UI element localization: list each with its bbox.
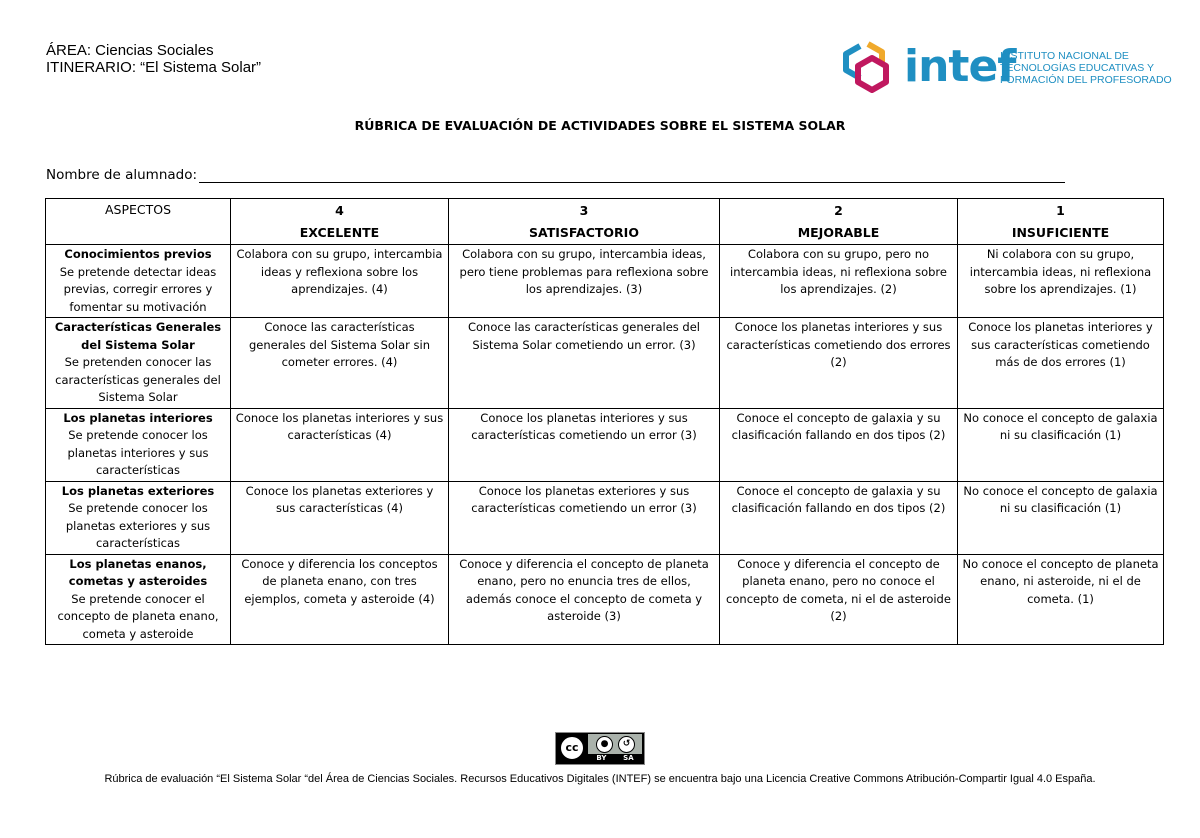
rubric-cell: Conoce los planetas exteriores y sus características (4) (231, 481, 449, 554)
rubric-header-row (46, 199, 1164, 245)
aspects-header: ASPECTOS (46, 199, 231, 245)
aspect-title: Los planetas interiores (63, 410, 213, 425)
creative-commons-badge[interactable] (555, 732, 645, 765)
intef-logo-mark-icon (838, 40, 892, 98)
aspect-title: Los planetas enanos, cometas y asteroides (68, 556, 208, 588)
cc-icons-strip (588, 734, 642, 754)
level-number: 3 (579, 203, 589, 218)
rubric-cell: Colabora con su grupo, pero no intercambia ideas, ni reflexiona sobre los aprendizajes. (2) (720, 245, 958, 318)
table-row (46, 481, 1164, 554)
intef-subtitle (1000, 50, 1172, 86)
intef-subtitle-line: INSTITUTO NACIONAL DE (1000, 50, 1129, 62)
aspect-description: Se pretende conocer el concepto de planeta enano, cometa y asteroide (57, 591, 219, 641)
aspect-cell (46, 481, 231, 554)
rubric-table (45, 198, 1164, 645)
aspect-title: Conocimientos previos (64, 247, 212, 261)
license-text: Rúbrica de evaluación “El Sistema Solar “del Área de Ciencias Sociales. Recursos Educativos Digitales (INTEF) se encuentra bajo una Licencia Creative Commons Atribución-Compartir Igual 4.0 España. (104, 773, 1096, 785)
rubric-cell: Colabora con su grupo, intercambia ideas, pero tiene problemas para reflexiona sobre los aprendizajes. (3) (449, 245, 720, 318)
aspect-title: Los planetas exteriores (61, 483, 215, 498)
rubric-cell: Conoce y diferencia el concepto de planeta enano, pero no conoce el concepto de cometa, ni el de asteroide (2) (720, 554, 958, 645)
rubric-cell: Colabora con su grupo, intercambia ideas y reflexiona sobre los aprendizajes. (4) (231, 245, 449, 318)
student-name-field (46, 167, 1065, 183)
rubric-cell: Conoce y diferencia los conceptos de planeta enano, con tres ejemplos, cometa y asteroide (4) (231, 554, 449, 645)
level-label: INSUFICIENTE (1011, 225, 1110, 240)
aspect-cell (46, 318, 231, 409)
level-header (958, 199, 1164, 245)
level-label: MEJORABLE (797, 225, 880, 240)
document-header (46, 42, 261, 76)
page-title: RÚBRICA DE EVALUACIÓN DE ACTIVIDADES SOBRE EL SISTEMA SOLAR (354, 118, 846, 133)
rubric-cell: Ni colabora con su grupo, intercambia ideas, ni reflexiona sobre los aprendizajes. (1) (958, 245, 1164, 318)
aspect-title: Características Generales del Sistema Solar (54, 320, 222, 352)
rubric-cell: Conoce los planetas interiores y sus características cometiendo más de dos errores (1) (958, 318, 1164, 409)
level-header (231, 199, 449, 245)
rubric-cell: No conoce el concepto de galaxia ni su clasificación (1) (958, 408, 1164, 481)
rubric-cell: No conoce el concepto de galaxia ni su clasificación (1) (958, 481, 1164, 554)
by-label: BY (596, 754, 607, 762)
level-header (720, 199, 958, 245)
aspect-description: Se pretende conocer los planetas exteriores y sus características (65, 501, 211, 550)
rubric-cell: Conoce los planetas interiores y sus características cometiendo dos errores (2) (720, 318, 958, 409)
aspect-cell (46, 408, 231, 481)
student-name-label: Nombre de alumnado: (46, 167, 198, 183)
table-row (46, 408, 1164, 481)
level-label: EXCELENTE (299, 225, 380, 240)
rubric-cell: Conoce los planetas interiores y sus características (4) (231, 408, 449, 481)
rubric-cell: Conoce los planetas exteriores y sus características cometiendo un error (3) (449, 481, 720, 554)
rubric-cell: Conoce el concepto de galaxia y su clasificación fallando en dos tipos (2) (720, 408, 958, 481)
share-alike-icon: ↺ (618, 736, 635, 753)
level-number: 1 (1056, 203, 1065, 218)
level-label: SATISFACTORIO (529, 225, 639, 240)
aspect-cell (46, 554, 231, 645)
itinerary-label: ITINERARIO: “El Sistema Solar” (46, 59, 262, 76)
area-label: ÁREA: Ciencias Sociales (46, 42, 214, 59)
level-number: 4 (335, 203, 344, 218)
aspect-description: Se pretende detectar ideas previas, corregir errores y fomentar su motivación (59, 264, 217, 314)
level-number: 2 (834, 203, 843, 218)
table-row (46, 318, 1164, 409)
student-name-blank[interactable] (199, 168, 1065, 183)
aspect-description: Se pretenden conocer las características generales del Sistema Solar (55, 355, 221, 404)
level-header (449, 199, 720, 245)
intef-logo (838, 40, 1172, 100)
table-row (46, 554, 1164, 645)
rubric-cell: Conoce las características generales del Sistema Solar sin cometer errores. (4) (231, 318, 449, 409)
aspect-description: Se pretende conocer los planetas interiores y sus características (67, 428, 209, 477)
intef-subtitle-line: FORMACIÓN DEL PROFESORADO (1000, 74, 1172, 86)
attribution-icon: ● (596, 736, 613, 753)
intef-subtitle-line: TECNOLOGÍAS EDUCATIVAS Y (1000, 62, 1155, 74)
rubric-cell: No conoce el concepto de planeta enano, ni asteroide, ni el de cometa. (1) (958, 554, 1164, 645)
aspect-cell (46, 245, 231, 318)
rubric-cell: Conoce las características generales del Sistema Solar cometiendo un error. (3) (449, 318, 720, 409)
sa-label: SA (623, 754, 634, 762)
rubric-cell: Conoce y diferencia el concepto de planeta enano, pero no enuncia tres de ellos, además conoce el concepto de cometa y asteroide (3) (449, 554, 720, 645)
intef-wordmark: intef (904, 41, 1016, 92)
cc-icon: cc (559, 735, 585, 761)
license-footer (0, 732, 1200, 786)
cc-labels (588, 754, 642, 763)
rubric-cell: Conoce el concepto de galaxia y su clasificación fallando en dos tipos (2) (720, 481, 958, 554)
table-row (46, 245, 1164, 318)
rubric-cell: Conoce los planetas interiores y sus características cometiendo un error (3) (449, 408, 720, 481)
